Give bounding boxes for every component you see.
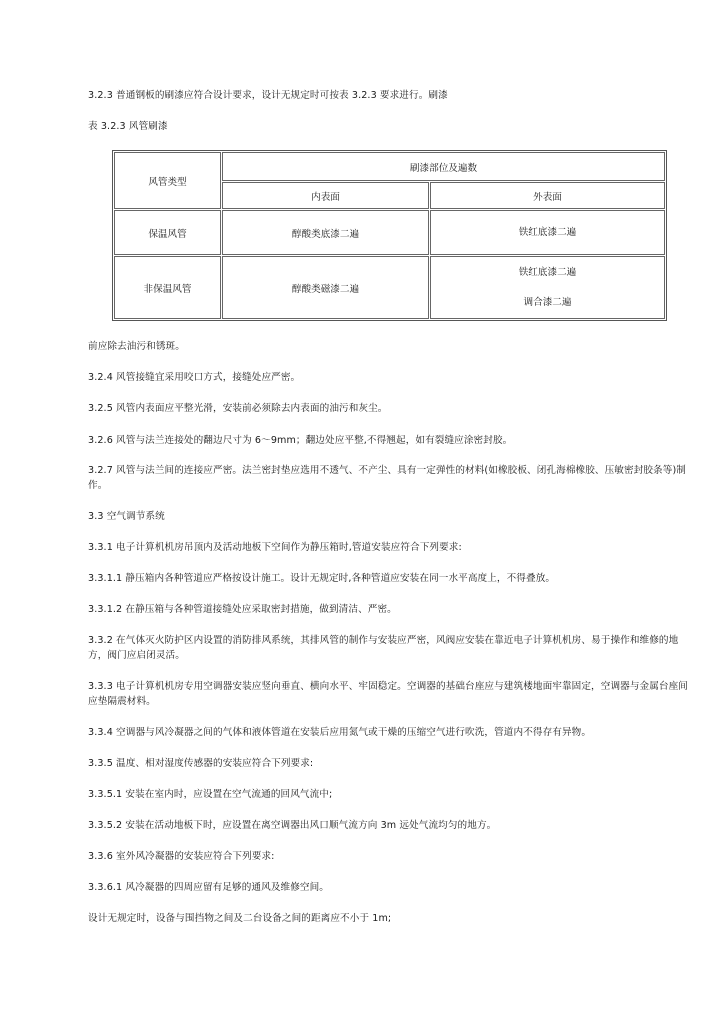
row-type-cell: 非保温风管	[114, 256, 221, 319]
header-outer-surface: 外表面	[430, 182, 665, 209]
paragraph-3-3-1-2: 3.3.1.2 在静压箱与各种管道接缝处应采取密封措施，做到清洁、严密。	[88, 604, 397, 615]
paragraph-3-3-5-1: 3.3.5.1 安装在室内时，应设置在空气流通的回风气流中;	[88, 789, 333, 800]
paragraph-3-2-4: 3.2.4 风管接缝宜采用咬口方式，接缝处应严密。	[88, 372, 301, 383]
paragraph-3-3-1: 3.3.1 电子计算机机房吊顶内及活动地板下空间作为静压箱时,管道安装应符合下列要求:	[88, 542, 462, 553]
duct-painting-table	[112, 150, 667, 321]
paragraph-3-3-3: 3.3.3 电子计算机机房专用空调器安装应竖向垂直、横向水平、牢固稳定。空调器的基础台座应与建筑楼地面牢靠固定，空调器与金属台座间应垫隔震材料。	[88, 681, 688, 707]
row-inner-cell: 醇酸类磁漆二遍	[222, 256, 429, 319]
paragraph-3-3-4: 3.3.4 空调器与风冷凝器之间的气体和液体管道在安装后应用氮气或干燥的压缩空气进行吹洗，管道内不得存有异物。	[88, 727, 592, 738]
row-type-cell: 保温风管	[114, 210, 221, 255]
table-row	[114, 210, 665, 255]
section-heading-3-3: 3.3 空气调节系统	[88, 511, 165, 522]
paragraph-3-2-3: 3.2.3 普通钢板的刷漆应符合设计要求，设计无规定时可按表 3.2.3 要求进行。刷漆	[88, 90, 448, 101]
table-caption: 表 3.2.3 风管刷漆	[88, 121, 168, 132]
outer-coat-line: 铁红底漆二遍	[518, 267, 577, 278]
outer-coat-line: 调合漆二遍	[523, 297, 572, 308]
paragraph-continuation: 前应除去油污和锈斑。	[88, 341, 185, 352]
header-duct-type: 风管类型	[114, 152, 221, 209]
outer-coat-line: 铁红底漆二遍	[518, 227, 577, 238]
paragraph-3-2-6: 3.2.6 风管与法兰连接处的翻边尺寸为 6～9mm；翻边处应平整,不得翘起，如有裂缝应涂密封胶。	[88, 435, 513, 446]
header-inner-surface: 内表面	[222, 182, 429, 209]
paragraph-3-3-5-2: 3.3.5.2 安装在活动地板下时，应设置在离空调器出风口顺气流方向 3m 远处气流均匀的地方。	[88, 820, 497, 831]
paragraph-3-2-7: 3.2.7 风管与法兰间的连接应严密。法兰密封垫应选用不透气、不产尘、具有一定弹性的材料(如橡胶板、闭孔海棉橡胶、压敏密封胶条等)制作。	[88, 465, 686, 491]
paragraph-3-3-6-1: 3.3.6.1 风冷凝器的四周应留有足够的通风及维修空间。	[88, 882, 329, 893]
table-row	[114, 256, 665, 319]
row-outer-cell	[430, 210, 665, 255]
paragraph-3-3-6: 3.3.6 室外风冷凝器的安装应符合下列要求:	[88, 851, 275, 862]
paragraph-3-3-1-1: 3.3.1.1 静压箱内各种管道应严格按设计施工。设计无规定时,各种管道应安装在同一水平高度上，不得叠放。	[88, 573, 556, 584]
row-outer-cell	[430, 256, 665, 319]
paragraph-3-3-5: 3.3.5 温度、相对湿度传感器的安装应符合下列要求:	[88, 758, 314, 769]
paragraph-design-distance: 设计无规定时，设备与围挡物之间及二台设备之间的距离应不小于 1m;	[88, 913, 392, 924]
paragraph-3-2-5: 3.2.5 风管内表面应平整光滑，安装前必须除去内表面的油污和灰尘。	[88, 403, 388, 414]
header-paint-group: 刷漆部位及遍数	[222, 152, 665, 181]
row-inner-cell: 醇酸类底漆二遍	[222, 210, 429, 255]
paragraph-3-3-2: 3.3.2 在气体灭火防护区内设置的消防排风系统，其排风管的制作与安装应严密，风阀应安装在靠近电子计算机机房、易于操作和维修的地方，阀门应启闭灵活。	[88, 635, 679, 661]
